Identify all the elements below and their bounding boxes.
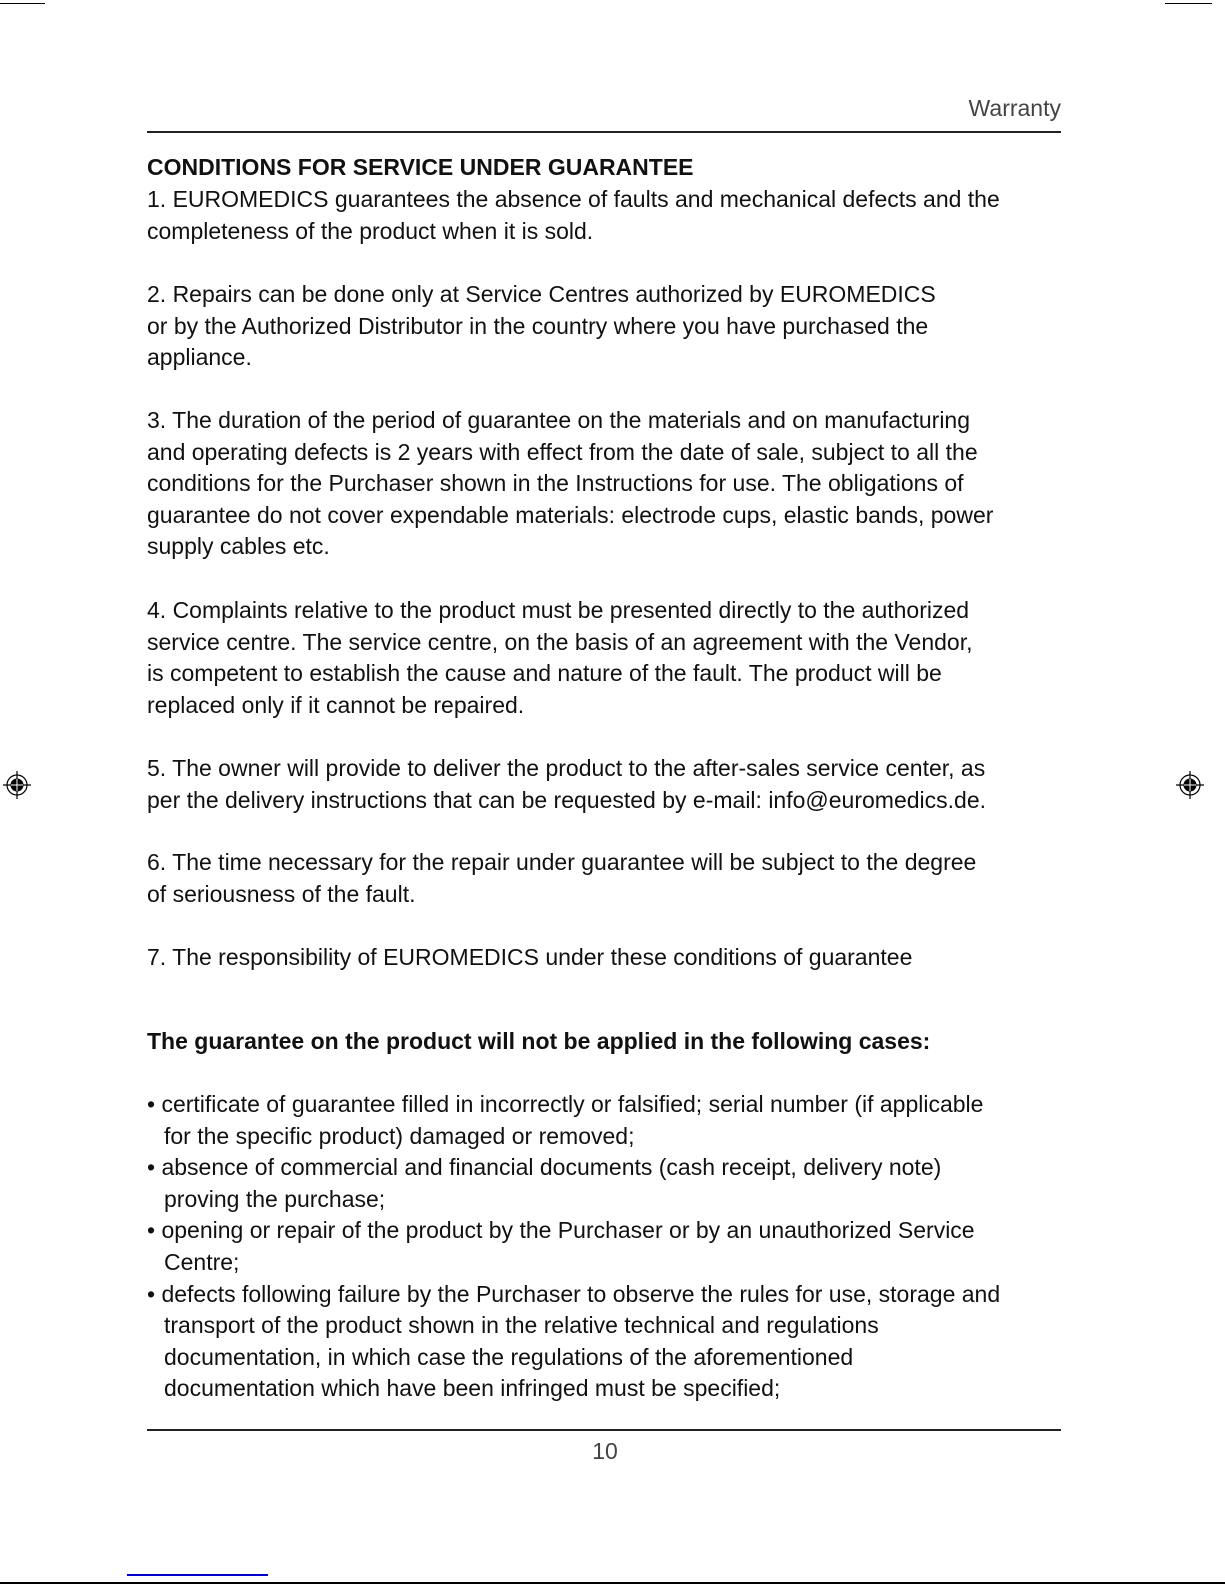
registration-mark-icon <box>1175 770 1205 800</box>
paragraph-line: 1. EUROMEDICS guarantees the absence of faults and mechanical defects and the <box>147 186 1000 212</box>
bullet-line: for the specific product) damaged or removed; <box>164 1122 635 1149</box>
heading: CONDITIONS FOR SERVICE UNDER GUARANTEE <box>147 154 694 180</box>
paragraph-line: 5. The owner will provide to deliver the product to the after-sales service center, as <box>147 755 986 781</box>
bullet-line: • defects following failure by the Purchaser to observe the rules for use, storage and <box>147 1280 1001 1307</box>
exclusions-heading: The guarantee on the product will not be applied in the following cases: <box>147 1028 931 1054</box>
paragraph-line: supply cables etc. <box>147 533 330 560</box>
link-underline <box>127 1574 268 1576</box>
paragraph-line: 3. The duration of the period of guarantee on the materials and on manufacturing <box>147 407 971 433</box>
paragraph-line: 2. Repairs can be done only at Service Centres authorized by EUROMEDICS <box>147 281 936 307</box>
footer-rule <box>147 1429 1061 1431</box>
paragraph-line: 7. The responsibility of EUROMEDICS under these conditions of guarantee <box>147 944 913 970</box>
paragraph-line: replaced only if it cannot be repaired. <box>147 691 525 718</box>
paragraph-line: 4. Complaints relative to the product must be presented directly to the authorized <box>147 597 970 623</box>
bullet-line: • certificate of guarantee filled in incorrectly or falsified; serial number (if applicable <box>147 1091 984 1117</box>
crop-mark-top-left <box>0 3 45 4</box>
paragraph-line: is competent to establish the cause and nature of the fault. The product will be <box>147 660 942 687</box>
bullet-line: documentation, in which case the regulations of the aforementioned <box>164 1343 854 1370</box>
paragraph-line: guarantee do not cover expendable materials: electrode cups, elastic bands, power <box>147 501 994 528</box>
bottom-edge-line <box>0 1582 1225 1584</box>
paragraph-line: 6. The time necessary for the repair under guarantee will be subject to the degree <box>147 849 977 875</box>
paragraph-line: and operating defects is 2 years with effect from the date of sale, subject to all the <box>147 438 978 465</box>
crop-mark-top-right <box>1165 3 1212 4</box>
bullet-line: transport of the product shown in the relative technical and regulations <box>164 1312 879 1339</box>
header-rule <box>147 131 1061 133</box>
paragraph-line: appliance. <box>147 344 252 371</box>
bullet-line: • opening or repair of the product by the Purchaser or by an unauthorized Service <box>147 1217 975 1244</box>
bullet-line: • absence of commercial and financial documents (cash receipt, delivery note) <box>147 1154 942 1181</box>
paragraph-line: completeness of the product when it is sold. <box>147 217 594 244</box>
paragraph-line: service centre. The service centre, on the basis of an agreement with the Vendor, <box>147 628 973 655</box>
bullet-line: proving the purchase; <box>164 1185 386 1212</box>
paragraph-line: per the delivery instructions that can be requested by e-mail: info@euromedics.de. <box>147 786 987 813</box>
paragraph-line: of seriousness of the fault. <box>147 880 416 907</box>
bullet-line: documentation which have been infringed must be specified; <box>164 1375 781 1402</box>
paragraph-line: conditions for the Purchaser shown in the Instructions for use. The obligations of <box>147 470 964 497</box>
page-number: 10 <box>592 1438 618 1464</box>
paragraph-line: or by the Authorized Distributor in the country where you have purchased the <box>147 312 929 339</box>
bullet-line: Centre; <box>164 1249 240 1275</box>
section-header: Warranty <box>968 95 1061 121</box>
registration-mark-icon <box>2 770 32 800</box>
